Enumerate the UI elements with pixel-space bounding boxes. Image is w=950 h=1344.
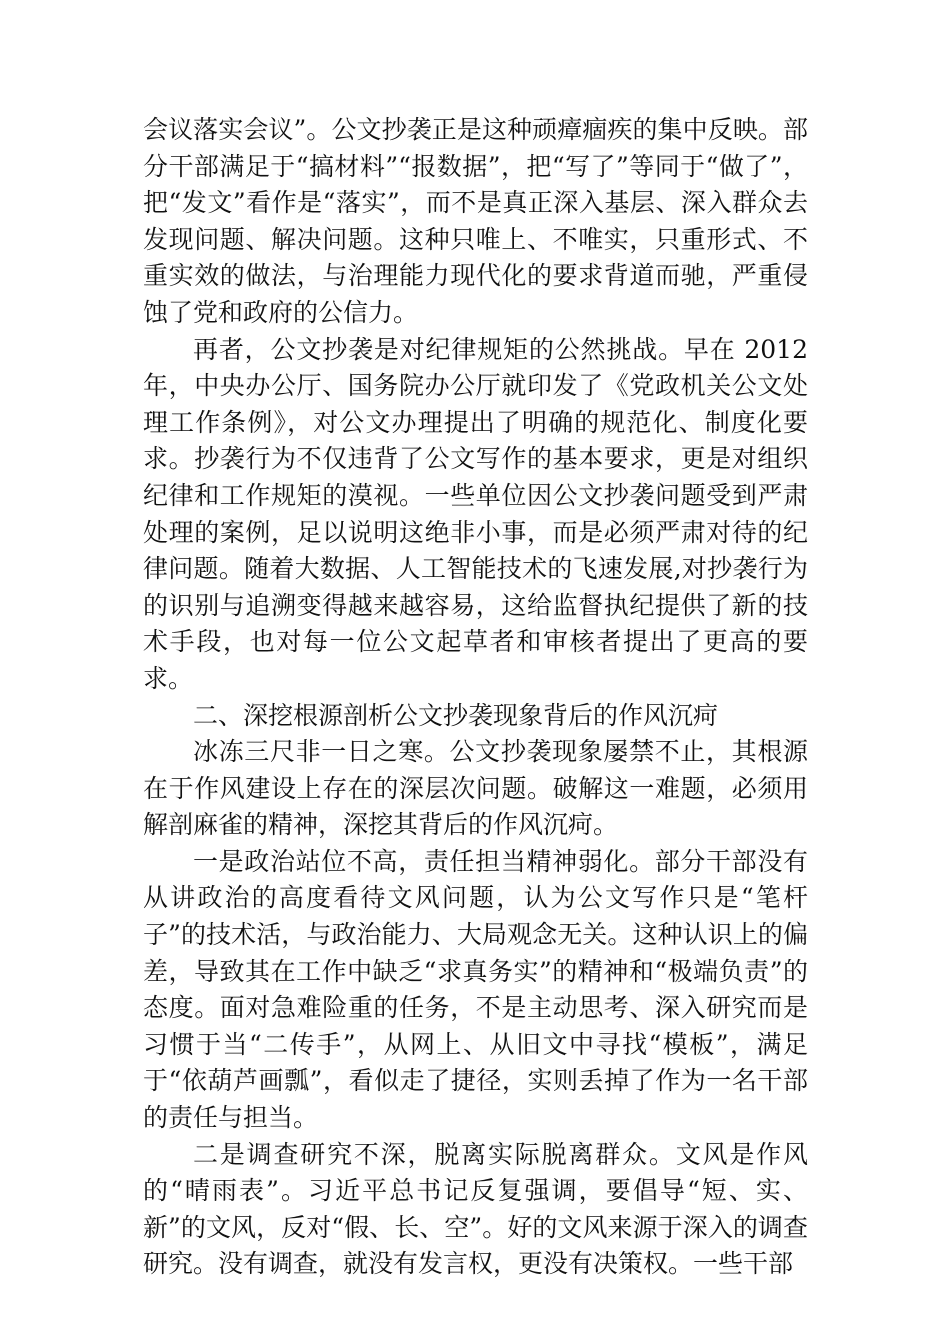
paragraph-point-one: 一是政治站位不高，责任担当精神弱化。部分干部没有从讲政治的高度看待文风问题，认为公文写作只是“笔杆子”的技术活，与政治能力、大局观念无关。这种认识上的偏差，导致其在工作中缺乏“求真务实”的精神和“极端负责”的态度。面对急难险重的任务，不是主动思考、深入研究而是习惯于当“二传手”，从网上、从旧文中寻找“模板”，满足于“依葫芦画瓢”，看似走了捷径，实则丢掉了作为一名干部的责任与担当。	[143, 846, 808, 1133]
paragraph-discipline: 再者，公文抄袭是对纪律规矩的公然挑战。早在 2012年，中央办公厅、国务院办公厅就印发了《党政机关公文处理工作条例》，对公文办理提出了明确的规范化、制度化要求。抄袭行为不仅违背了公文写作的基本要求，更是对组织纪律和工作规矩的漠视。一些单位因公文抄袭问题受到严肃处理的案例，足以说明这绝非小事，而是必须严肃对待的纪律问题。随着大数据、人工智能技术的飞速发展,对抄袭行为的识别与追溯变得越来越容易，这给监督执纪提供了新的技术手段，也对每一位公文起草者和审核者提出了更高的要求。	[143, 334, 808, 693]
paragraph-point-two: 二是调查研究不深，脱离实际脱离群众。文风是作风的“晴雨表”。习近平总书记反复强调，要倡导“短、实、新”的文风，反对“假、长、空”。好的文风来源于深入的调查研究。没有调查，就没有发言权，更没有决策权。一些干部	[143, 1139, 808, 1279]
paragraph-continuation: 会议落实会议”。公文抄袭正是这种顽瘴痼疾的集中反映。部分干部满足于“搞材料”“报数据”，把“写了”等同于“做了”，把“发文”看作是“落实”，而不是真正深入基层、深入群众去发现问题、解决问题。这种只唯上、不唯实，只重形式、不重实效的做法，与治理能力现代化的要求背道而驰，严重侵蚀了党和政府的公信力。	[143, 115, 808, 327]
section-heading: 二、深挖根源剖析公文抄袭现象背后的作风沉疴	[193, 700, 719, 730]
document-body	[143, 112, 808, 1283]
paragraph-root-cause: 冰冻三尺非一日之寒。公文抄袭现象屡禁不止，其根源在于作风建设上存在的深层次问题。破解这一难题，必须用解剖麻雀的精神，深挖其背后的作风沉疴。	[143, 737, 808, 840]
